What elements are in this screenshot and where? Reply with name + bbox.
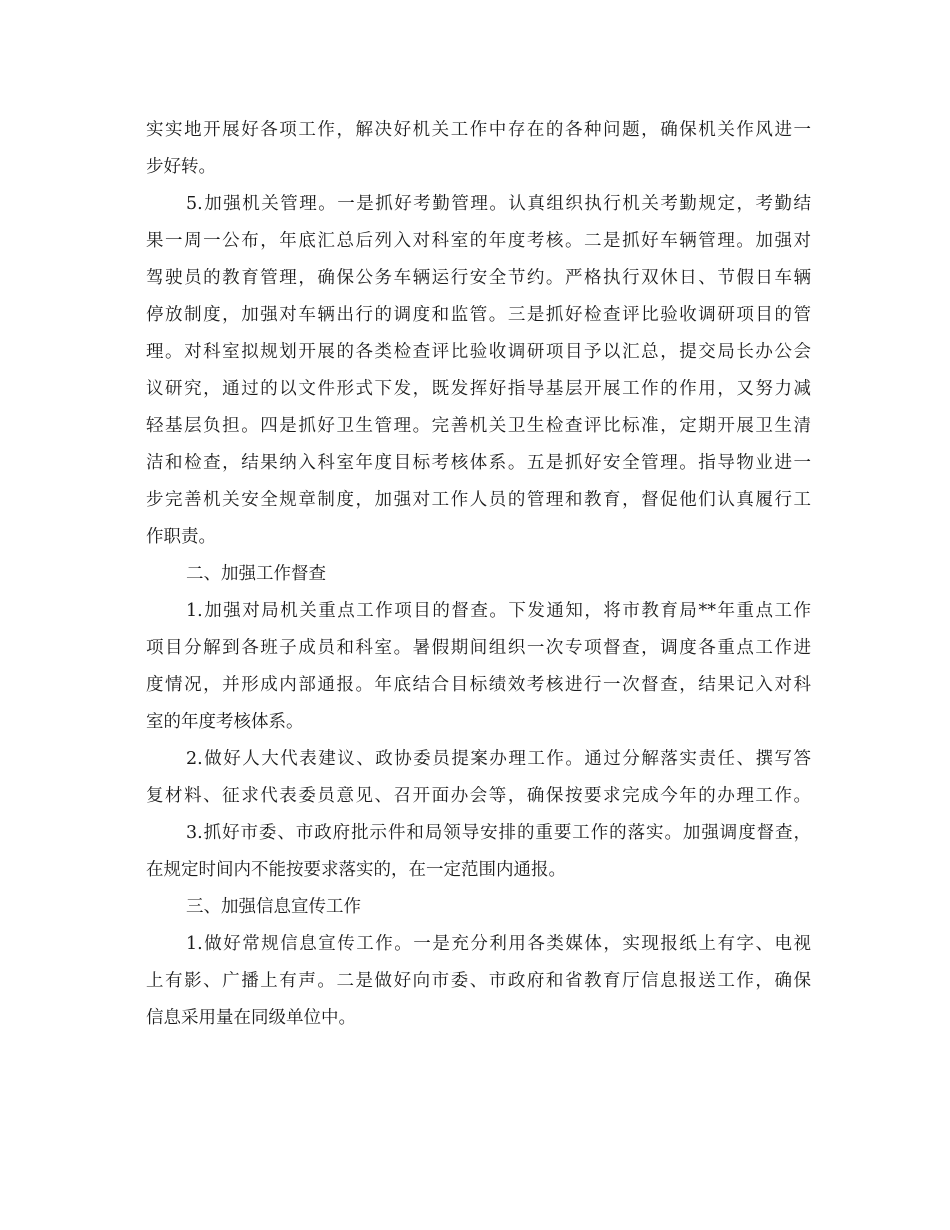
text-line: 上有影、广播上有声。二是做好向市委、市政府和省教育厅信息报送工作，确保 bbox=[146, 971, 811, 991]
text-line: 轻基层负担。四是抓好卫生管理。完善机关卫生检查评比标准，定期开展卫生清 bbox=[146, 416, 811, 436]
text-line: 度情况，并形成内部通报。年底结合目标绩效考核进行一次督查，结果记入对科 bbox=[146, 675, 811, 695]
text-line: 理。对科室拟规划开展的各类检查评比验收调研项目予以汇总，提交局长办公会 bbox=[146, 342, 811, 362]
text-line: 室的年度考核体系。 bbox=[146, 712, 304, 732]
section-heading: 三、加强信息宣传工作 bbox=[186, 897, 361, 917]
text-line: 2.做好人大代表建议、政协委员提案办理工作。通过分解落实责任、撰写答 bbox=[186, 749, 811, 769]
section-heading: 二、加强工作督查 bbox=[186, 564, 326, 584]
text-line: 果一周一公布，年底汇总后列入对科室的年度考核。二是抓好车辆管理。加强对 bbox=[146, 231, 811, 251]
text-line: 1.做好常规信息宣传工作。一是充分利用各类媒体，实现报纸上有字、电视 bbox=[186, 934, 811, 954]
text-line: 洁和检查，结果纳入科室年度目标考核体系。五是抓好安全管理。指导物业进一 bbox=[146, 453, 811, 473]
document-body bbox=[146, 112, 811, 1037]
text-line: 项目分解到各班子成员和科室。暑假期间组织一次专项督查，调度各重点工作进 bbox=[146, 638, 811, 658]
text-line: 实实地开展好各项工作，解决好机关工作中存在的各种问题，确保机关作风进一 bbox=[146, 120, 811, 140]
text-line: 3.抓好市委、市政府批示件和局领导安排的重要工作的落实。加强调度督查， bbox=[186, 823, 811, 843]
text-line: 在规定时间内不能按要求落实的，在一定范围内通报。 bbox=[146, 860, 566, 880]
text-line: 步好转。 bbox=[146, 157, 216, 177]
text-line: 5.加强机关管理。一是抓好考勤管理。认真组织执行机关考勤规定，考勤结 bbox=[186, 194, 811, 214]
text-line: 步完善机关安全规章制度，加强对工作人员的管理和教育，督促他们认真履行工 bbox=[146, 490, 811, 510]
text-line: 议研究，通过的以文件形式下发，既发挥好指导基层开展工作的作用，又努力减 bbox=[146, 379, 811, 399]
text-line: 信息采用量在同级单位中。 bbox=[146, 1008, 356, 1028]
text-line: 停放制度，加强对车辆出行的调度和监管。三是抓好检查评比验收调研项目的管 bbox=[146, 305, 811, 325]
text-line: 1.加强对局机关重点工作项目的督查。下发通知，将市教育局**年重点工作 bbox=[186, 601, 811, 621]
text-line: 作职责。 bbox=[146, 527, 216, 547]
text-line: 复材料、征求代表委员意见、召开面办会等，确保按要求完成今年的办理工作。 bbox=[146, 786, 811, 806]
text-line: 驾驶员的教育管理，确保公务车辆运行安全节约。严格执行双休日、节假日车辆 bbox=[146, 268, 811, 288]
